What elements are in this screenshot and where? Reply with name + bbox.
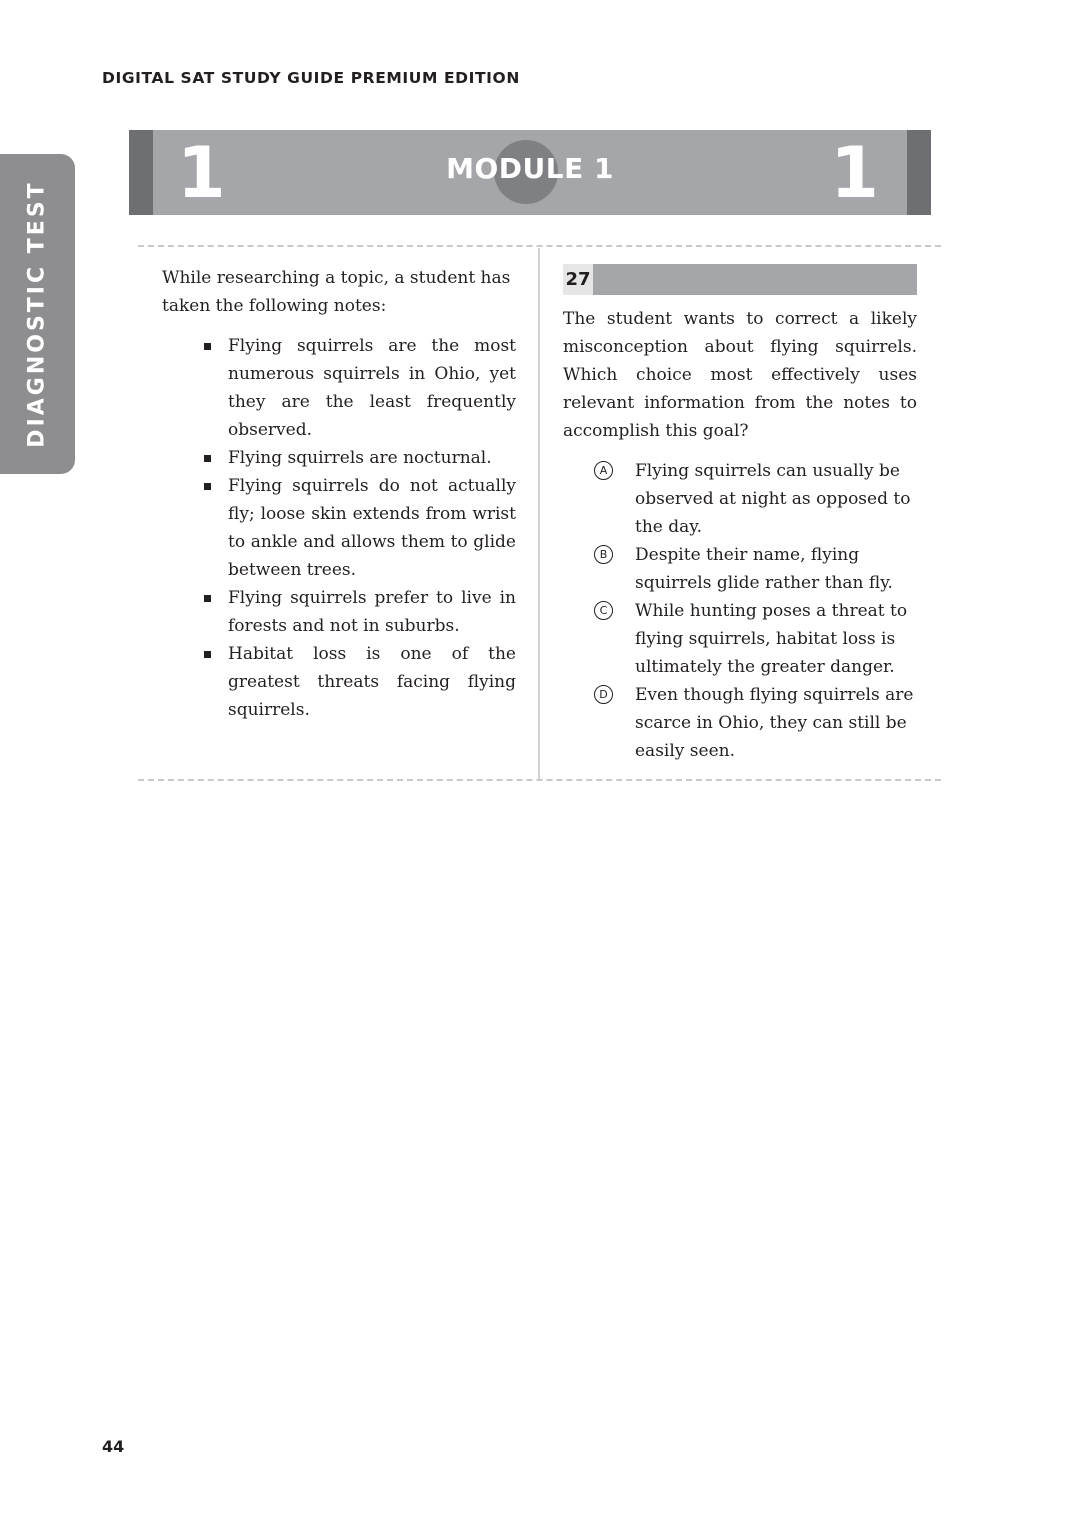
page-number: 44 (102, 1437, 125, 1456)
question-header-bar (563, 264, 917, 295)
note-item (228, 444, 516, 472)
square-bullet-icon (204, 343, 211, 350)
square-bullet-icon (204, 455, 211, 462)
answer-choice-d[interactable] (594, 681, 924, 765)
running-head: DIGITAL SAT STUDY GUIDE PREMIUM EDITION (102, 69, 520, 87)
choice-d-circle-icon: D (594, 685, 613, 704)
note-text: Flying squirrels are the most numerous squirrels in Ohio, yet they are the least frequently observed. (228, 336, 516, 440)
note-text: Flying squirrels are nocturnal. (228, 448, 492, 468)
banner-right-number: 1 (830, 132, 879, 214)
passage-intro: While researching a topic, a student has taken the following notes: (162, 268, 511, 316)
note-item (228, 332, 516, 444)
note-text: Flying squirrels prefer to live in forests and not in suburbs. (228, 588, 516, 636)
note-item (228, 640, 516, 724)
choice-b-circle-icon: B (594, 545, 613, 564)
top-dashed-divider (138, 245, 941, 247)
answer-choices (594, 457, 924, 765)
passage (162, 264, 516, 724)
bottom-dashed-divider (138, 779, 941, 781)
square-bullet-icon (204, 483, 211, 490)
answer-choice-a[interactable] (594, 457, 924, 541)
choice-c-circle-icon: C (594, 601, 613, 620)
note-item (228, 584, 516, 640)
section-side-tab-label: DIAGNOSTIC TEST (24, 180, 50, 448)
notes-list (162, 332, 516, 724)
square-bullet-icon (204, 651, 211, 658)
choice-text: Despite their name, flying squirrels glide rather than fly. (635, 545, 893, 593)
choice-text: While hunting poses a threat to flying squirrels, habitat loss is ultimately the greater danger. (635, 601, 908, 677)
choice-a-circle-icon: A (594, 461, 613, 480)
choice-text: Even though flying squirrels are scarce in Ohio, they can still be easily seen. (635, 685, 914, 761)
module-banner (129, 130, 931, 215)
question-stem: The student wants to correct a likely misconception about flying squirrels. Which choice most effectively uses relevant information from the notes to accomplish this goal? (563, 309, 917, 441)
square-bullet-icon (204, 595, 211, 602)
note-item (228, 472, 516, 584)
note-text: Flying squirrels do not actually fly; loose skin extends from wrist to ankle and allows them to glide between trees. (228, 476, 516, 580)
answer-choice-c[interactable] (594, 597, 924, 681)
module-title: MODULE 1 (446, 152, 614, 185)
answer-choice-b[interactable] (594, 541, 924, 597)
question-number: 27 (563, 264, 593, 295)
column-divider (538, 248, 540, 780)
banner-left-number: 1 (177, 132, 226, 214)
choice-text: Flying squirrels can usually be observed at night as opposed to the day. (635, 461, 911, 537)
note-text: Habitat loss is one of the greatest threats facing flying squirrels. (228, 644, 516, 720)
